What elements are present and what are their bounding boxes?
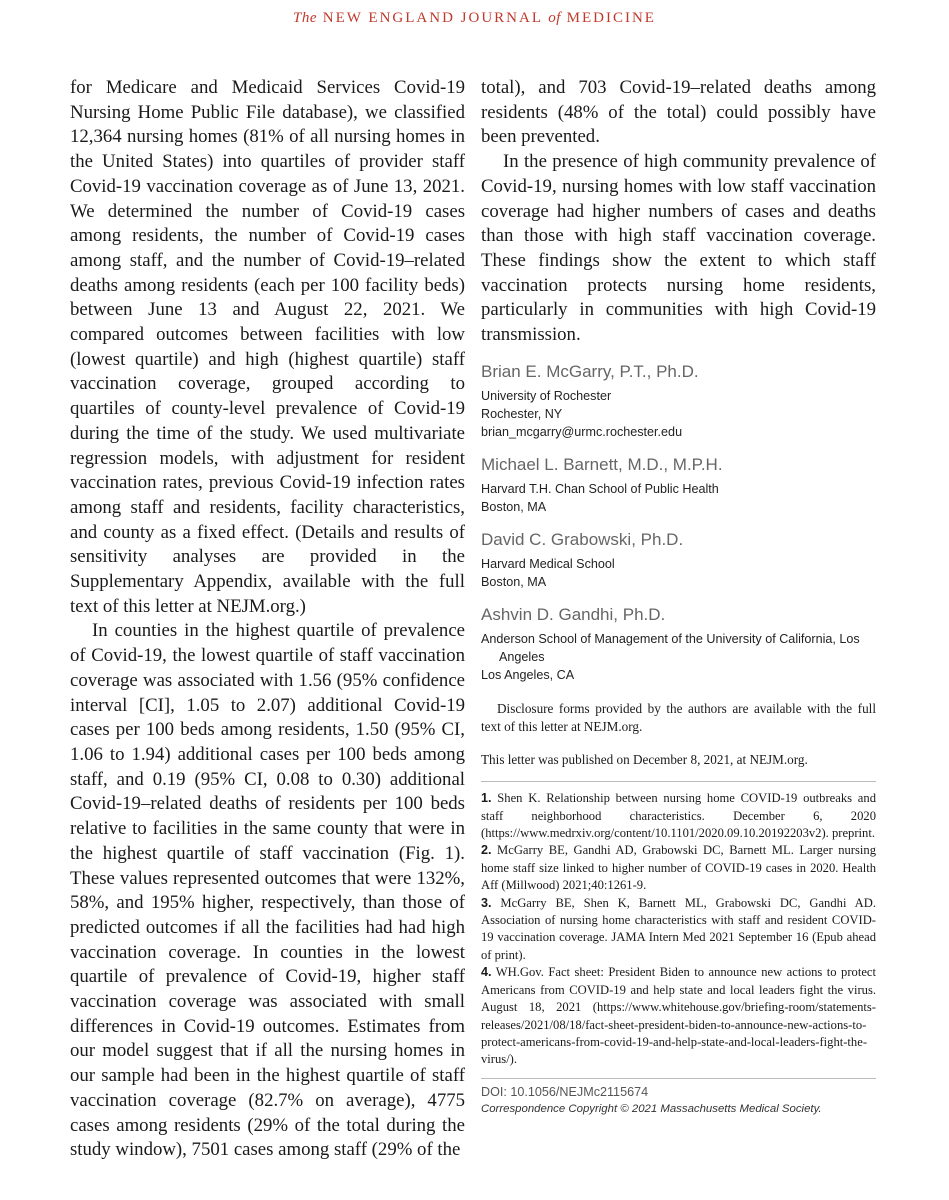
author-name: David C. Grabowski, Ph.D. [481,529,684,549]
body-paragraph-1: for Medicare and Medicaid Services Covid-19 Nursing Home Public File database), we classified 12,364 nursing homes (81% of all nursing homes in the United States) into quartiles of provider staff Covid-19 vaccination coverage as of June 13, 2021. We determined the number of Covid-19 cases among residents, the number of Covid-19 cases among staff, and the number of Covid-19–related deaths among residents (each per 100 facility beds) between June 13 and August 22, 2021. We compared outcomes between facilities with low (lowest quartile) and high (highest quartile) staff vaccination coverage, grouped according to quartiles of county-level prevalence of Covid-19 during the time of the study. We used multivariate regression models, with adjustment for resident vaccination rates, previous Covid-19 infection rates among staff and residents, facility characteristics, and county as a fixed effect. (Details and results of sensitivity analyses are provided in the Supplementary Appendix, available with the full text of this letter at NEJM.org.) [70,77,465,617]
author-affiliation: Harvard Medical School [481,556,615,571]
author-location: Los Angeles, CA [481,667,575,682]
left-column [70,76,465,1163]
reference-number: 3. [481,895,492,910]
journal-masthead [0,10,949,27]
references-divider [481,781,876,782]
doi-link[interactable]: DOI: 10.1056/NEJMc2115674 [481,1084,649,1099]
reference-list [481,790,876,1069]
author-block [481,455,876,516]
reference-text: McGarry BE, Gandhi AD, Grabowski DC, Barnett ML. Larger nursing home staff size linked to higher number of COVID-19 cases in 2020. Health Aff (Millwood) 2021;40:1261-9. [481,843,876,893]
copyright-notice: Correspondence Copyright © 2021 Massachusetts Medical Society. [481,1102,822,1115]
body-paragraph-2: In counties in the highest quartile of prevalence of Covid-19, the lowest quartile of staff vaccination coverage was associated with 1.56 (95% confidence interval [CI], 1.05 to 2.07) additional Covid-19 cases per 100 beds among residents, 1.50 (95% CI, 1.06 to 1.94) additional cases per 100 beds among staff, and 0.19 (95% CI, 0.08 to 0.30) additional Covid-19–related deaths of residents per 100 beds relative to facilities in the same county that were in the highest quartile of staff vaccination (Fig. 1). These values represented outcomes that were 132%, 58%, and 195% higher, respectively, than those of predicted outcomes if all the facilities had had high vaccination coverage. In counties in the lowest quartile of prevalence of Covid-19, higher staff vaccination coverage was associated with small differences in Covid-19 outcomes. Estimates from our model suggest that if all the nursing homes in our sample had been in the highest quartile of staff vaccination coverage (82.7% on average), 4775 cases among residents (29% of the total during the study window), 7501 cases among staff (29% of the [70,620,465,1161]
author-block [481,530,876,591]
author-affiliation: Harvard T.H. Chan School of Public Health [481,481,719,496]
author-affiliation: Anderson School of Management of the University of California, Los Angeles [481,631,860,664]
publication-note: This letter was published on December 8, 2021, at NEJM.org. [481,751,808,767]
reference-text[interactable]: Shen K. Relationship between nursing home COVID-19 outbreaks and staff neighborhood characteristics. December 6, 2020 (https://www.medrxiv.org/content/10.1101/2020.09.10.20192203v2). preprint. [481,791,876,841]
masthead-the: The [293,10,318,26]
masthead-journal-name-2: MEDICINE [566,10,656,26]
reference-text: McGarry BE, Shen K, Barnett ML, Grabowski DC, Gandhi AD. Association of nursing home characteristics with staff and resident COVID-19 vaccination coverage. JAMA Intern Med 2021 September 16 (Epub ahead of print). [481,895,876,962]
reference-item [481,964,876,1068]
author-name: Brian E. McGarry, P.T., Ph.D. [481,361,699,381]
disclosure-note: Disclosure forms provided by the authors are available with the full text of this letter at NEJM.org. [481,700,876,735]
reference-number: 2. [481,843,492,858]
reference-item [481,842,876,894]
author-block [481,362,876,441]
right-column [481,76,876,1115]
author-location: Boston, MA [481,574,547,589]
author-name: Michael L. Barnett, M.D., M.P.H. [481,454,723,474]
reference-item [481,790,876,842]
author-location: Rochester, NY [481,406,563,421]
reference-text[interactable]: WH.Gov. Fact sheet: President Biden to announce new actions to protect Americans from COVID-19 and help state and local leaders fight the virus. August 18, 2021 (https://www.whitehouse.gov/briefing-room/statements-releases/2021/08/18/fact-sheet-president-biden-to-announce-new-actions-to-protect-americans-from-covid-19-and-help-state-and-local-leaders-fight-the-virus/). [481,965,877,1067]
masthead-journal-name-1: NEW ENGLAND JOURNAL [322,10,543,26]
reference-item [481,895,876,965]
author-name: Ashvin D. Gandhi, Ph.D. [481,604,666,624]
masthead-of: of [548,10,561,26]
author-block [481,605,876,684]
body-paragraph-3: total), and 703 Covid-19–related deaths among residents (48% of the total) could possibly have been prevented. [481,77,876,148]
reference-number: 4. [481,965,492,980]
reference-number: 1. [481,791,492,806]
doi-divider [481,1078,876,1079]
author-affiliation: University of Rochester [481,388,612,403]
author-email-link[interactable]: brian_mcgarry@urmc.rochester.edu [481,424,683,439]
author-location: Boston, MA [481,499,547,514]
body-paragraph-4: In the presence of high community prevalence of Covid-19, nursing homes with low staff vaccination coverage had higher numbers of cases and deaths than those with high staff vaccination coverage. These findings show the extent to which staff vaccination protects nursing home residents, particularly in communities with high Covid-19 transmission. [481,151,876,346]
